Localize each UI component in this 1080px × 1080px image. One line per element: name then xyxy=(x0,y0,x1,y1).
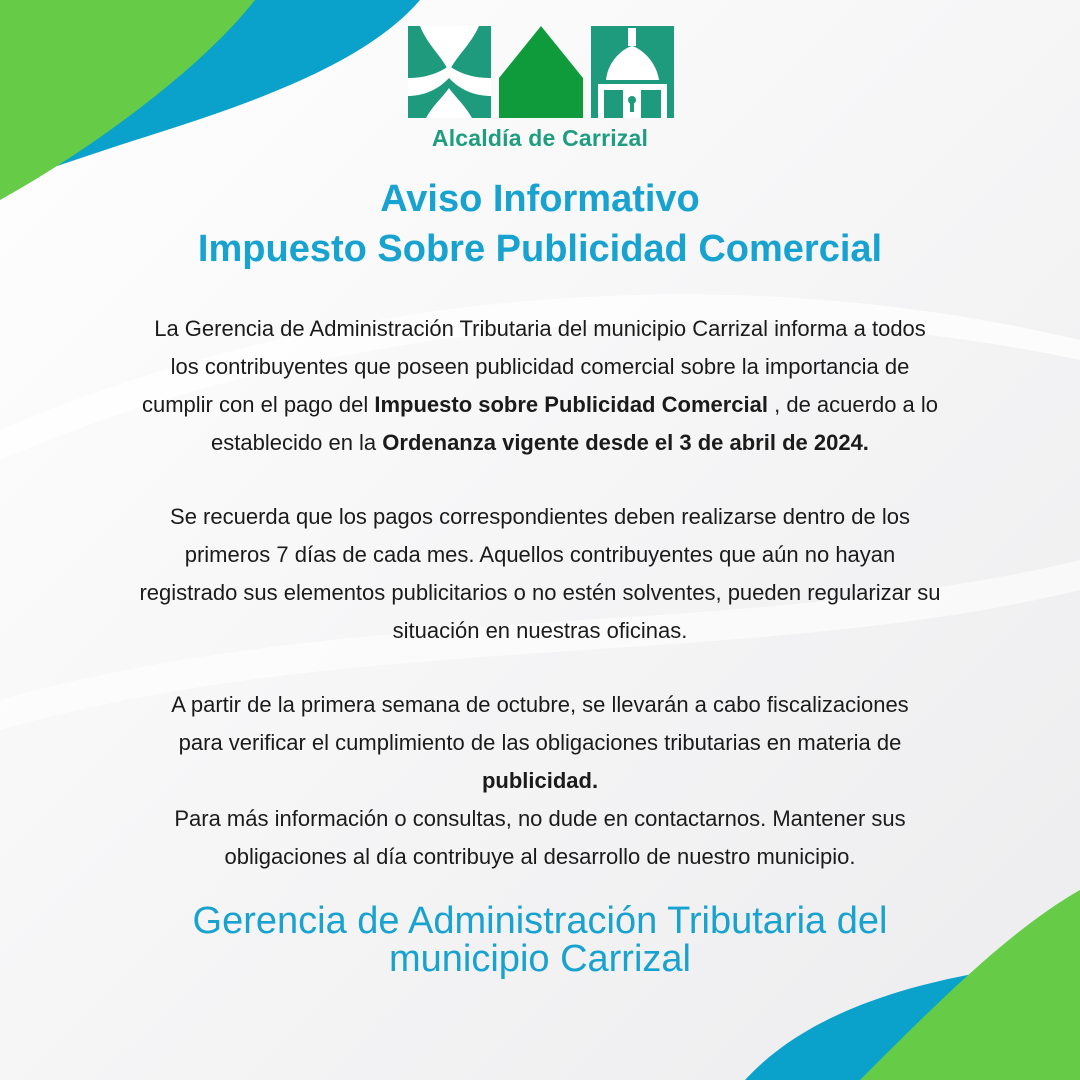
roof-emblem-icon xyxy=(499,26,583,118)
municipality-logo xyxy=(408,26,674,118)
paragraph-3: A partir de la primera semana de octubre, se llevarán a cabo fiscalizaciones para verificar el cumplimiento de las obligaciones tributarias en materia de publicidad. xyxy=(171,692,909,793)
notice-title-line2: Impuesto Sobre Publicidad Comercial xyxy=(197,228,883,270)
ordinance-date-bold: Ordenanza vigente desde el 3 de abril de 2024. xyxy=(382,430,869,455)
notice-title-line1: Aviso Informativo xyxy=(380,178,700,220)
church-emblem-icon xyxy=(591,26,674,118)
footer-signature xyxy=(0,902,1080,978)
leaf-emblem-icon xyxy=(408,26,491,118)
notice-body xyxy=(30,310,1050,876)
footer-line1: Gerencia de Administración Tributaria del xyxy=(192,900,888,942)
footer-line2: municipio Carrizal xyxy=(389,938,691,980)
paragraph-4: Para más información o consultas, no dude en contactarnos. Mantener sus obligaciones al día contribuye al desarrollo de nuestro municipio. xyxy=(174,806,906,869)
publicidad-bold: publicidad. xyxy=(481,768,599,793)
notice-title xyxy=(0,174,1080,274)
tax-name-bold: Impuesto sobre Publicidad Comercial xyxy=(374,392,768,417)
paragraph-2: Se recuerda que los pagos correspondientes deben realizarse dentro de los primeros 7 días de cada mes. Aquellos contribuyentes que aún no hayan registrado sus elementos publicitarios o no estén solventes, pueden regularizar su situación en nuestras oficinas. xyxy=(139,504,941,643)
paragraph-1: La Gerencia de Administración Tributaria del municipio Carrizal informa a todos los contribuyentes que poseen publicidad comercial sobre la importancia de cumplir con el pago del Impuesto sobre Publicidad Comercial , de acuerdo a lo establecido en la Ordenanza vigente desde el 3 de abril de 2024. xyxy=(141,316,939,455)
municipality-name: Alcaldía de Carrizal xyxy=(431,125,649,151)
